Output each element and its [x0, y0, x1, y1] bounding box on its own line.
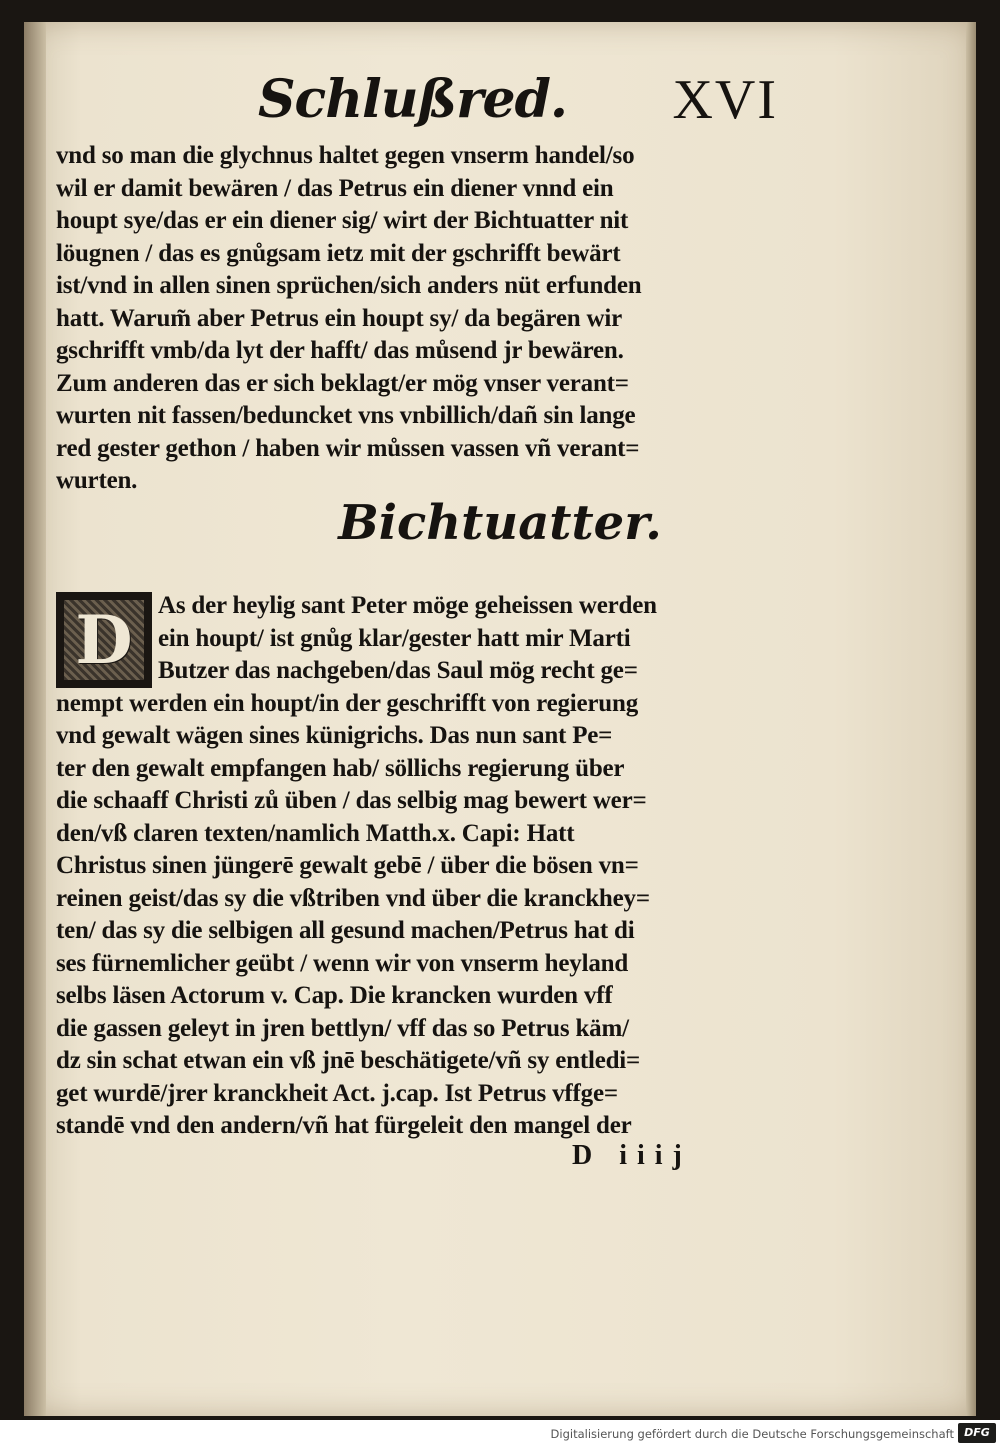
text-line: selbs läsen Actorum v. Cap. Die krancken wurden vff: [56, 982, 613, 1009]
text-line: wurten nit fassen/beduncket vns vnbillich/dañ sin lange: [56, 402, 636, 429]
footer-bar: [0, 1420, 1000, 1448]
section-heading: Bichtuatter.: [338, 495, 662, 551]
text-line: gschrifft vmb/da lyt der hafft/ das můsend jr bewären.: [56, 337, 624, 364]
page-outer-edge: [966, 22, 976, 1416]
dfg-logo: DFG: [958, 1423, 996, 1443]
page-binding-edge: [24, 22, 46, 1416]
text-line: Christus sinen jüngerē gewalt gebē / über die bösen vn=: [56, 852, 639, 879]
text-line: wil er damit bewären / das Petrus ein diener vnnd ein: [56, 174, 614, 202]
text-line: wurten.: [56, 467, 138, 494]
text-line: ten/ das sy die selbigen all gesund machen/Petrus hat di: [56, 917, 635, 944]
text-line: vnd gewalt wägen sines künigrichs. Das nun sant Pe=: [56, 722, 613, 749]
running-title: Schlußred.: [258, 69, 568, 130]
text-line: standē vnd den andern/vñ hat fürgeleit den mangel der: [56, 1112, 632, 1139]
text-line: hatt. Warum̃ aber Petrus ein houpt sy/ da begären wir: [56, 304, 623, 332]
signature-mark: D iiij: [572, 1140, 692, 1171]
text-line: ist/vnd in allen sinen sprüchen/sich anders nüt erfunden: [56, 272, 642, 299]
initial-letter: D: [75, 601, 133, 679]
text-line: red gester gethon / haben wir můssen vassen vñ verant=: [56, 434, 640, 462]
paragraph-2: [56, 590, 768, 1143]
text-line: dz sin schat etwan ein vß jnē beschätigete/vñ sy entledi=: [56, 1047, 641, 1074]
paragraph-1: [56, 140, 768, 498]
text-line: ses fürnemlicher geübt / wenn wir von vnserm heyland: [56, 949, 629, 977]
text-line: Butzer das nachgeben/das Saul mög recht ge=: [158, 657, 638, 684]
text-line: vnd so man die glychnus haltet gegen vnserm handel/so: [56, 142, 635, 169]
text-line: get wurdē/jrer kranckheit Act. j.cap. Ist Petrus vffge=: [56, 1079, 618, 1107]
text-line: die gassen geleyt in jren bettlyn/ vff das so Petrus käm/: [56, 1014, 629, 1042]
text-line: houpt sye/das er ein diener sig/ wirt der Bichtuatter nit: [56, 207, 629, 234]
text-line: den/vß claren texten/namlich Matth.x. Capi: Hatt: [56, 819, 575, 847]
text-line: As der heylig sant Peter möge geheissen werden: [158, 592, 657, 619]
folio-number: XVI: [672, 69, 778, 131]
page-header: [258, 60, 778, 140]
text-line: ein houpt/ ist gnůg klar/gester hatt mir Marti: [158, 624, 631, 652]
text-line: reinen geist/das sy die vßtriben vnd über die kranckhey=: [56, 884, 650, 912]
text-line: Zum anderen das er sich beklagt/er mög vnser verant=: [56, 369, 629, 397]
funding-note: Digitalisierung gefördert durch die Deutsche Forschungsgemeinschaft: [550, 1427, 954, 1441]
text-line: die schaaff Christi zů üben / das selbig mag bewert wer=: [56, 787, 647, 814]
text-line: nempt werden ein houpt/in der geschrifft von regierung: [56, 689, 639, 717]
text-line: ter den gewalt empfangen hab/ söllichs regierung über: [56, 754, 625, 782]
text-line: löugnen / das es gnůgsam ietz mit der gschrifft bewärt: [56, 239, 621, 267]
